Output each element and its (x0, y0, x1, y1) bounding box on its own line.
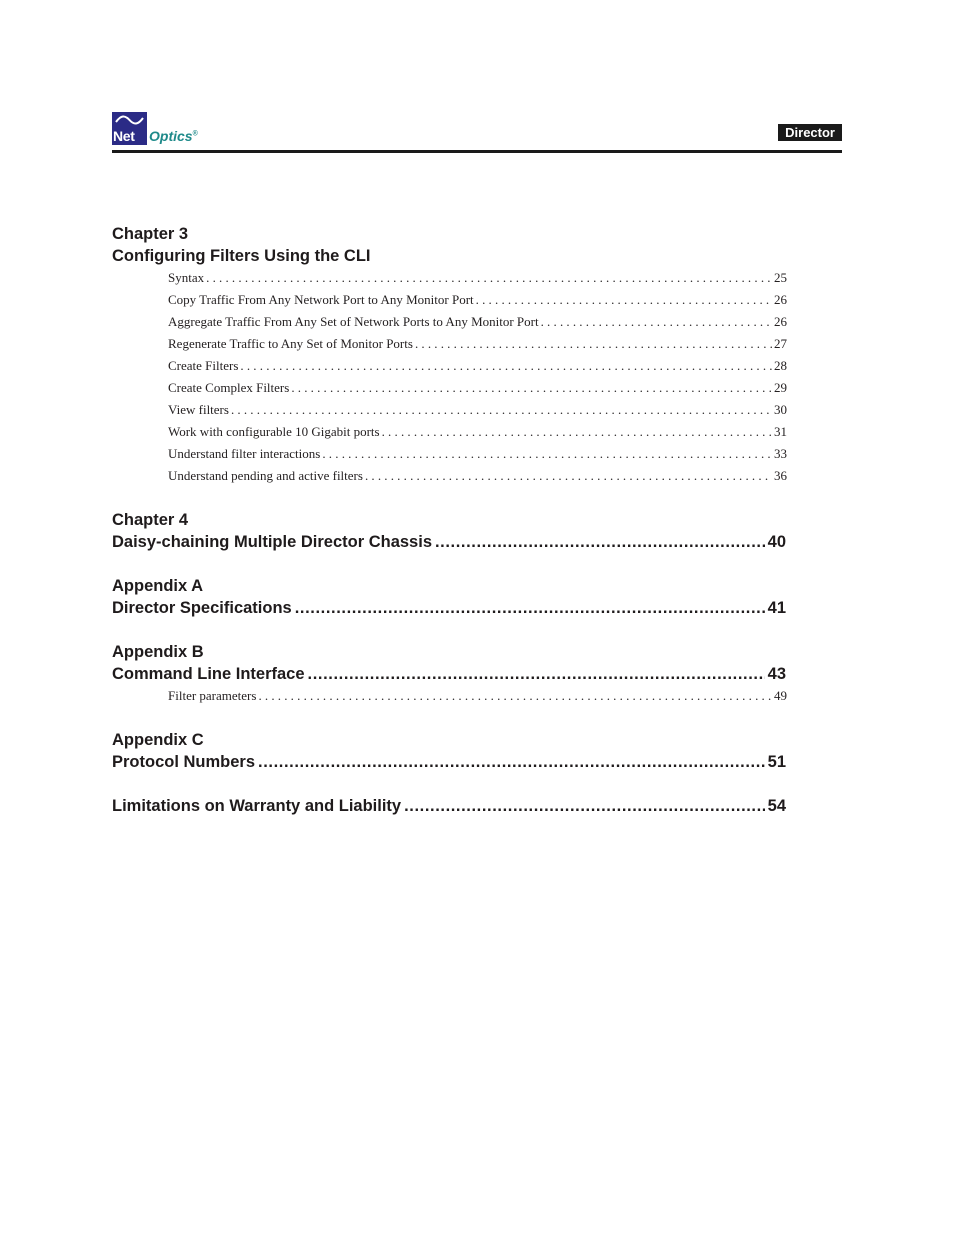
spacer (112, 773, 787, 795)
chapter4-page: 40 (767, 533, 786, 551)
toc-entry-page: 29 (774, 380, 787, 395)
toc-entry-title: Work with configurable 10 Gigabit ports (168, 424, 380, 439)
toc-entry-title: Understand filter interactions (168, 446, 321, 461)
limitations-entry[interactable] (112, 795, 786, 817)
toc-entry[interactable] (168, 421, 787, 443)
chapter3-title[interactable]: Configuring Filters Using the CLI (112, 247, 371, 265)
toc-entry-title: Filter parameters (168, 688, 257, 703)
toc-entry-page: 49 (774, 688, 787, 703)
appendixB-entry[interactable] (112, 663, 786, 685)
appendixB-page: 43 (767, 665, 786, 683)
appendixC-entry[interactable] (112, 751, 786, 773)
toc-entry[interactable] (168, 443, 787, 465)
chapter4-entry[interactable] (112, 531, 786, 553)
toc-entry-title: Aggregate Traffic From Any Set of Network Ports to Any Monitor Port (168, 314, 539, 329)
toc-entry-page: 30 (774, 402, 787, 417)
toc-entry-title: Understand pending and active filters (168, 468, 363, 483)
toc-entry-page: 28 (774, 358, 787, 373)
toc-entry-title: Create Filters (168, 358, 239, 373)
toc-entry[interactable] (168, 267, 787, 289)
leader-dots (415, 333, 772, 355)
toc-entry-page: 36 (774, 468, 787, 483)
spacer (112, 553, 787, 575)
toc-entry[interactable] (168, 399, 787, 421)
appendixA-label: Appendix A (112, 577, 204, 595)
spacer (112, 487, 787, 509)
leader-dots (404, 795, 765, 817)
toc-entry-title: Copy Traffic From Any Network Port to Any Monitor Port (168, 292, 474, 307)
appendixC-page: 51 (767, 753, 786, 771)
appendixC-label: Appendix C (112, 731, 204, 749)
chapter4-label: Chapter 4 (112, 511, 189, 529)
table-of-contents (112, 223, 787, 817)
toc-entry-title: Create Complex Filters (168, 380, 290, 395)
appendixB-title: Command Line Interface (112, 665, 305, 683)
leader-dots (476, 289, 772, 311)
toc-entry[interactable] (168, 685, 787, 707)
leader-dots (365, 465, 772, 487)
document-badge: Director (778, 124, 842, 141)
logo-registered-mark: ® (192, 130, 198, 138)
leader-dots (322, 443, 772, 465)
appendixA-page: 41 (767, 599, 786, 617)
logo-optics-text (149, 128, 198, 144)
toc-entry-page: 25 (774, 270, 787, 285)
chapter3-label: Chapter 3 (112, 225, 189, 243)
limitations-title: Limitations on Warranty and Liability (112, 797, 402, 815)
appendixB-label: Appendix B (112, 643, 204, 661)
toc-entry[interactable] (168, 289, 787, 311)
leader-dots (240, 355, 772, 377)
leader-dots (382, 421, 772, 443)
chapter4-title: Daisy-chaining Multiple Director Chassis (112, 533, 432, 551)
leader-dots (291, 377, 772, 399)
toc-entry[interactable] (168, 311, 787, 333)
toc-entry-page: 31 (774, 424, 787, 439)
spacer (112, 619, 787, 641)
logo-box (112, 112, 147, 145)
appendixA-entry[interactable] (112, 597, 786, 619)
spacer (112, 707, 787, 729)
leader-dots (258, 685, 772, 707)
appendixC-title: Protocol Numbers (112, 753, 256, 771)
leader-dots (231, 399, 772, 421)
leader-dots (206, 267, 772, 289)
header-rule (112, 150, 842, 153)
leader-dots (258, 751, 765, 773)
leader-dots (308, 663, 765, 685)
limitations-page: 54 (767, 797, 786, 815)
toc-entry[interactable] (168, 465, 787, 487)
leader-dots (435, 531, 765, 553)
netoptics-logo (112, 112, 232, 148)
logo-wave-icon (115, 115, 144, 125)
logo-net-text: Net (113, 128, 135, 144)
toc-entry-page: 27 (774, 336, 787, 351)
appendixA-title: Director Specifications (112, 599, 292, 617)
toc-entry[interactable] (168, 333, 787, 355)
page-header (112, 112, 842, 154)
toc-entry-title: Regenerate Traffic to Any Set of Monitor Ports (168, 336, 413, 351)
toc-entry[interactable] (168, 377, 787, 399)
toc-entry[interactable] (168, 355, 787, 377)
toc-entry-page: 26 (774, 314, 787, 329)
toc-entry-title: View filters (168, 402, 229, 417)
leader-dots (295, 597, 765, 619)
logo-optics-word: Optics (149, 128, 193, 144)
leader-dots (541, 311, 772, 333)
toc-entry-page: 26 (774, 292, 787, 307)
toc-entry-page: 33 (774, 446, 787, 461)
toc-entry-title: Syntax (168, 270, 205, 285)
